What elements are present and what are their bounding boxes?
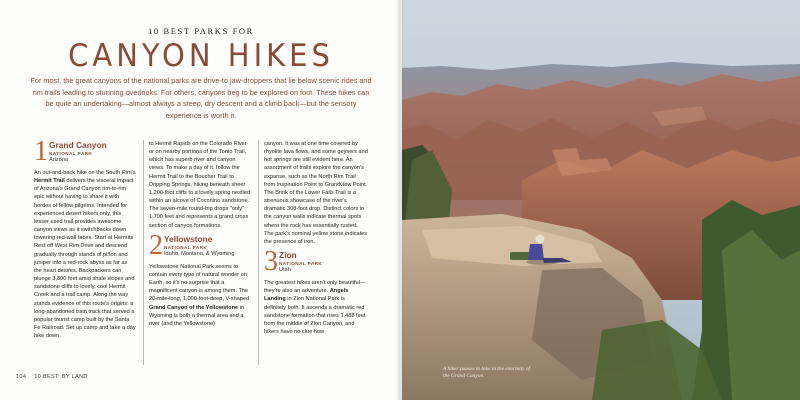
hiker-body — [528, 244, 544, 260]
park-type: NATIONAL PARK — [49, 151, 93, 156]
body-text: Yellowstone National Park seems to contain every type of natural wonder on Earth, so it's no surprise that a magnificent canyon is among them. The 20-mile-long, 1,000-foot-deep, V-shaped — [149, 263, 250, 303]
kicker: 10 BEST PARKS FOR — [148, 26, 254, 36]
body-text: An out-and-back hike on the South Rim's — [34, 170, 136, 176]
park-location: Utah — [279, 267, 291, 274]
body-text: delivers the visceral impact of Arizona's Grand Canyon rim-to-rim epic without having to share it with hordes of fellow pilgrims. Intended for experienced desert hikers only, this lesser used trail provides awesome canyon views as it switchbacks down towering red-wall faces. Start at Hermits Rest off West Rim Drive and descend gradually through stands of piñon and juniper into a red-rock abyss as far as the heart desires. Backpackers can plunge 3,800 feet amid shale slopes and sandstone cliffs to lovely, cool Hermit Creek and a trail camp. Along the way stands evidence of this route's origins: a long-abandoned train track that served a popular tourist camp built by the Santa Fe Railroad. Set up camp and take a day hike down — [34, 178, 136, 340]
hiker-hat — [536, 235, 545, 244]
backpack — [510, 252, 530, 260]
body-text: in Zion National Park is definitely both. It ascends a dramatic red sandstone formation that rises 1,488 feet from the middle of Zion Canyon, and hikers have no clue how — [264, 296, 366, 335]
entry-number: 1 — [34, 136, 48, 167]
text-column-3 — [264, 140, 368, 336]
grand-canyon-image — [402, 0, 800, 400]
trail-name: Grand Canyon of the Yellowstone — [149, 304, 239, 311]
page-number: 104 — [16, 374, 27, 380]
body-text: The greatest hikes aren't only beautiful—they're also an adventure. — [264, 280, 366, 295]
entry-number: 3 — [264, 246, 278, 278]
park-entry-grand-canyon — [34, 136, 136, 167]
park-name: Yellowstone — [164, 233, 213, 244]
park-type: NATIONAL PARK — [279, 261, 323, 267]
page-gutter — [396, 0, 404, 400]
body-paragraph — [34, 169, 136, 340]
page-title: CANYON HIKES — [68, 36, 334, 74]
park-entry-yellowstone — [149, 229, 251, 261]
trail-name: Angels Landing — [264, 288, 349, 303]
park-entry-zion — [264, 246, 368, 278]
body-paragraph: to Hermit Rapids on the Colorado River or on nearby portions of the Tonto Trail, which has superb river and canyon views. To make a day of it, follow the Hermit Trail to the Boucher Trail to Dripping Springs, hiking beneath sheer 1,200-foot cliffs to a lovely spring nestled within an alcove of Coconino sandstone. The seven-mile round-trip drops "only" 1,700 feet and represents a grand cross section of canyon formations. — [149, 141, 250, 229]
canyon-photo — [402, 0, 800, 400]
running-section: 10 BEST: BY LAND — [34, 374, 88, 380]
park-type: NATIONAL PARK — [164, 244, 208, 250]
photo-caption: A hiker pauses to take in the enormity of the Grand Canyon. — [443, 366, 531, 379]
page-footer — [16, 374, 96, 380]
body-paragraph: canyon. It was at one time covered by rhyolite lava flows, and some geysers and hot springs are still evident here. An assortment of trails explore the canyon's expanse, such as the North Rim Trail from Inspiration Point to Grandview Point. The Brink of the Lower Falls Trail is a strenuous showcase of the river's dramatic 308-foot drop. Distinct colors in the canyon walls indicate thermal spots where the rock has essentially rusted. The park's nominal yellow stone indicates the presence of iron. — [264, 141, 368, 245]
body-paragraph — [149, 263, 251, 328]
column-divider — [258, 140, 259, 365]
body-text: in Wyoming is both a thermal area and a river (and the Yellowstone) — [149, 304, 245, 327]
park-name: Zion — [279, 250, 297, 261]
park-location: Arizona — [49, 157, 68, 163]
text-column-1 — [34, 136, 136, 340]
body-paragraph — [264, 279, 368, 336]
column-divider — [143, 140, 144, 365]
park-name: Grand Canyon — [49, 140, 107, 150]
park-location: Idaho, Montana, & Wyoming — [164, 250, 235, 257]
text-column-2 — [149, 140, 251, 328]
entry-number: 2 — [149, 229, 163, 261]
trail-name: Hermit Trail — [34, 178, 65, 185]
intro-paragraph: For most, the great canyons of the national parks are drive-to jaw-droppers that lie below scenic rides and rim trails leading to stunning overlooks. For others, canyons beg to be explored on foot. These hikes can be quite an undertaking—almost always a steep, dry descent and a climb back—but the sensory experience is worth it. — [30, 76, 372, 120]
